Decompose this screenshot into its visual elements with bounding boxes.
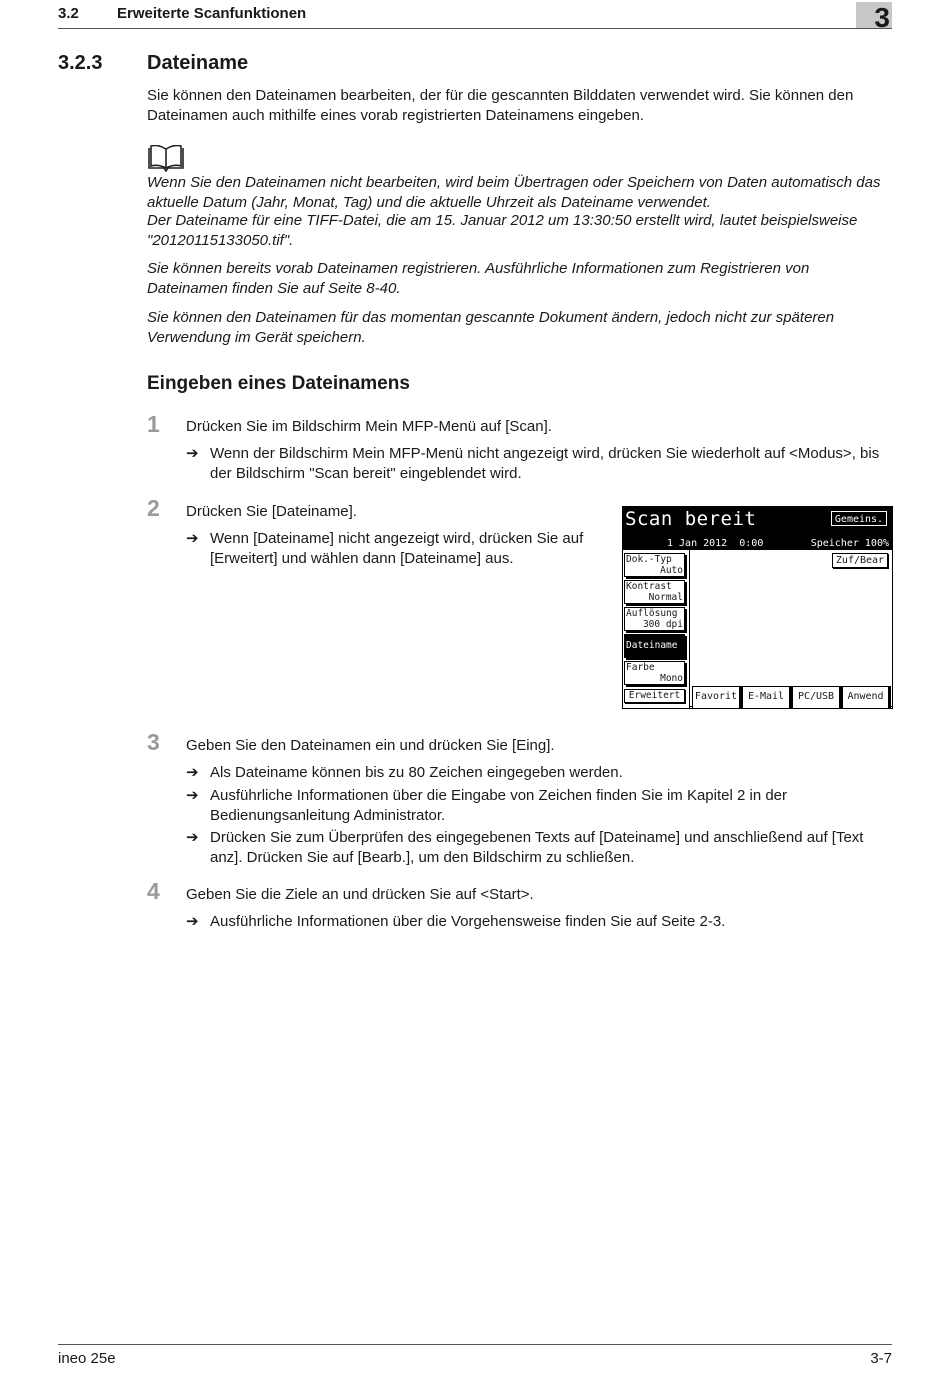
screen-title-bar: [623, 507, 892, 550]
step-1-sub-1: Wenn der Bildschirm Mein MFP-Menü nicht angezeigt wird, drücken Sie wiederholt auf <Modus>, bis der Bildschirm "Scan bereit" eingeblendet wird.: [210, 445, 880, 482]
step-1-number: 1: [147, 411, 160, 437]
header-section-number: 3.2: [58, 5, 79, 22]
tab-favorit[interactable]: Favorit: [692, 686, 740, 708]
zuf-bear-button[interactable]: Zuf/Bear: [832, 553, 888, 568]
contrast-label: Kontrast: [626, 581, 672, 592]
filename-label: Dateiname: [626, 640, 678, 651]
step-2-text: Drücken Sie [Dateiname].: [186, 503, 357, 520]
screen-settings-column: [623, 550, 690, 708]
subsection-title: Eingeben eines Dateinamens: [147, 373, 410, 394]
scan-ready-screen: [622, 506, 893, 709]
tab-pc-usb[interactable]: PC/USB: [792, 686, 840, 708]
tab-email[interactable]: E-Mail: [742, 686, 790, 708]
doc-type-button[interactable]: [624, 553, 685, 577]
screen-time-value: 0:00: [739, 538, 764, 549]
step-3-sub-1: Als Dateiname können bis zu 80 Zeichen eingegeben werden.: [210, 764, 623, 781]
arrow-icon: ➔: [186, 445, 199, 462]
book-icon: [147, 145, 185, 172]
doc-type-label: Dok.-Typ: [626, 554, 672, 565]
screen-date-value: 1 Jan 2012: [667, 538, 728, 549]
screen-memory: Speicher 100%: [810, 538, 889, 549]
footer-rule: [58, 1344, 892, 1345]
arrow-icon: ➔: [186, 530, 199, 547]
arrow-icon: ➔: [186, 829, 199, 846]
step-3-sub-2: Ausführliche Informationen über die Eingabe von Zeichen finden Sie im Kapitel 2 in der Bedienungsanleitung Administrator.: [210, 787, 788, 824]
header-rule: [58, 28, 892, 29]
doc-type-value: Auto: [660, 565, 683, 576]
chapter-tab: 3: [856, 2, 892, 28]
section-title: Dateiname: [147, 52, 249, 74]
arrow-icon: ➔: [186, 787, 199, 804]
section-intro: Sie können den Dateinamen bearbeiten, der für die gescannten Bilddaten verwendet wird. Sie können den Dateinamen auch mithilfe eines vorab registrierten Dateinamens eingeben.: [147, 87, 854, 124]
note-paragraph-2: Sie können bereits vorab Dateinamen registrieren. Ausführliche Informationen zum Registrieren von Dateinamen finden Sie auf Seite 8-40.: [147, 260, 810, 297]
screen-date: [667, 538, 763, 549]
tab-anwend[interactable]: Anwend: [842, 686, 889, 708]
note-paragraph-1: Wenn Sie den Dateinamen nicht bearbeiten, wird beim Übertragen oder Speichern von Daten automatisch das aktuelle Datum (Jahr, Monat, Tag) und die aktuelle Uhrzeit als Dateiname verwendet.: [147, 174, 881, 211]
gemeins-button[interactable]: Gemeins.: [831, 511, 887, 526]
step-3-number: 3: [147, 729, 160, 755]
arrow-icon: ➔: [186, 913, 199, 930]
footer-product: ineo 25e: [58, 1350, 116, 1367]
color-button[interactable]: [624, 661, 685, 685]
step-2-number: 2: [147, 495, 160, 521]
footer-page-number: 3-7: [870, 1350, 892, 1367]
step-4-number: 4: [147, 878, 160, 904]
step-3-text: Geben Sie den Dateinamen ein und drücken Sie [Eing].: [186, 737, 555, 754]
filename-button[interactable]: [624, 634, 685, 658]
contrast-value: Normal: [648, 592, 683, 603]
note-paragraph-3: Sie können den Dateinamen für das momentan gescannte Dokument ändern, jedoch nicht zur späteren Verwendung im Gerät speichern.: [147, 309, 835, 346]
section-number: 3.2.3: [58, 52, 103, 74]
screen-title: Scan bereit: [625, 508, 757, 530]
step-2-sub-1: Wenn [Dateiname] nicht angezeigt wird, drücken Sie auf [Erweitert] und wählen dann [Dateiname] aus.: [210, 530, 584, 567]
color-value: Mono: [660, 673, 683, 684]
arrow-icon: ➔: [186, 764, 199, 781]
contrast-button[interactable]: [624, 580, 685, 604]
step-4-sub-1: Ausführliche Informationen über die Vorgehensweise finden Sie auf Seite 2-3.: [210, 913, 726, 930]
resolution-label: Auflösung: [626, 608, 678, 619]
screen-divider: [689, 550, 690, 709]
resolution-button[interactable]: [624, 607, 685, 631]
step-1-text: Drücken Sie im Bildschirm Mein MFP-Menü auf [Scan].: [186, 418, 552, 435]
note-paragraph-1b: Der Dateiname für eine TIFF-Datei, die am 15. Januar 2012 um 13:30:50 erstellt wird, lautet beispielsweise "20120115133050.tif".: [147, 212, 858, 249]
erweitert-button[interactable]: Erweitert: [624, 689, 685, 703]
header-section-title: Erweiterte Scanfunktionen: [117, 5, 307, 22]
step-3-sub-3: Drücken Sie zum Überprüfen des eingegebenen Texts auf [Dateiname] und anschließend auf [Text anz]. Drücken Sie auf [Bearb.], um den Bildschirm zu schließen.: [210, 829, 864, 866]
color-label: Farbe: [626, 662, 655, 673]
step-4-text: Geben Sie die Ziele an und drücken Sie auf <Start>.: [186, 886, 534, 903]
resolution-value: 300 dpi: [642, 619, 683, 630]
